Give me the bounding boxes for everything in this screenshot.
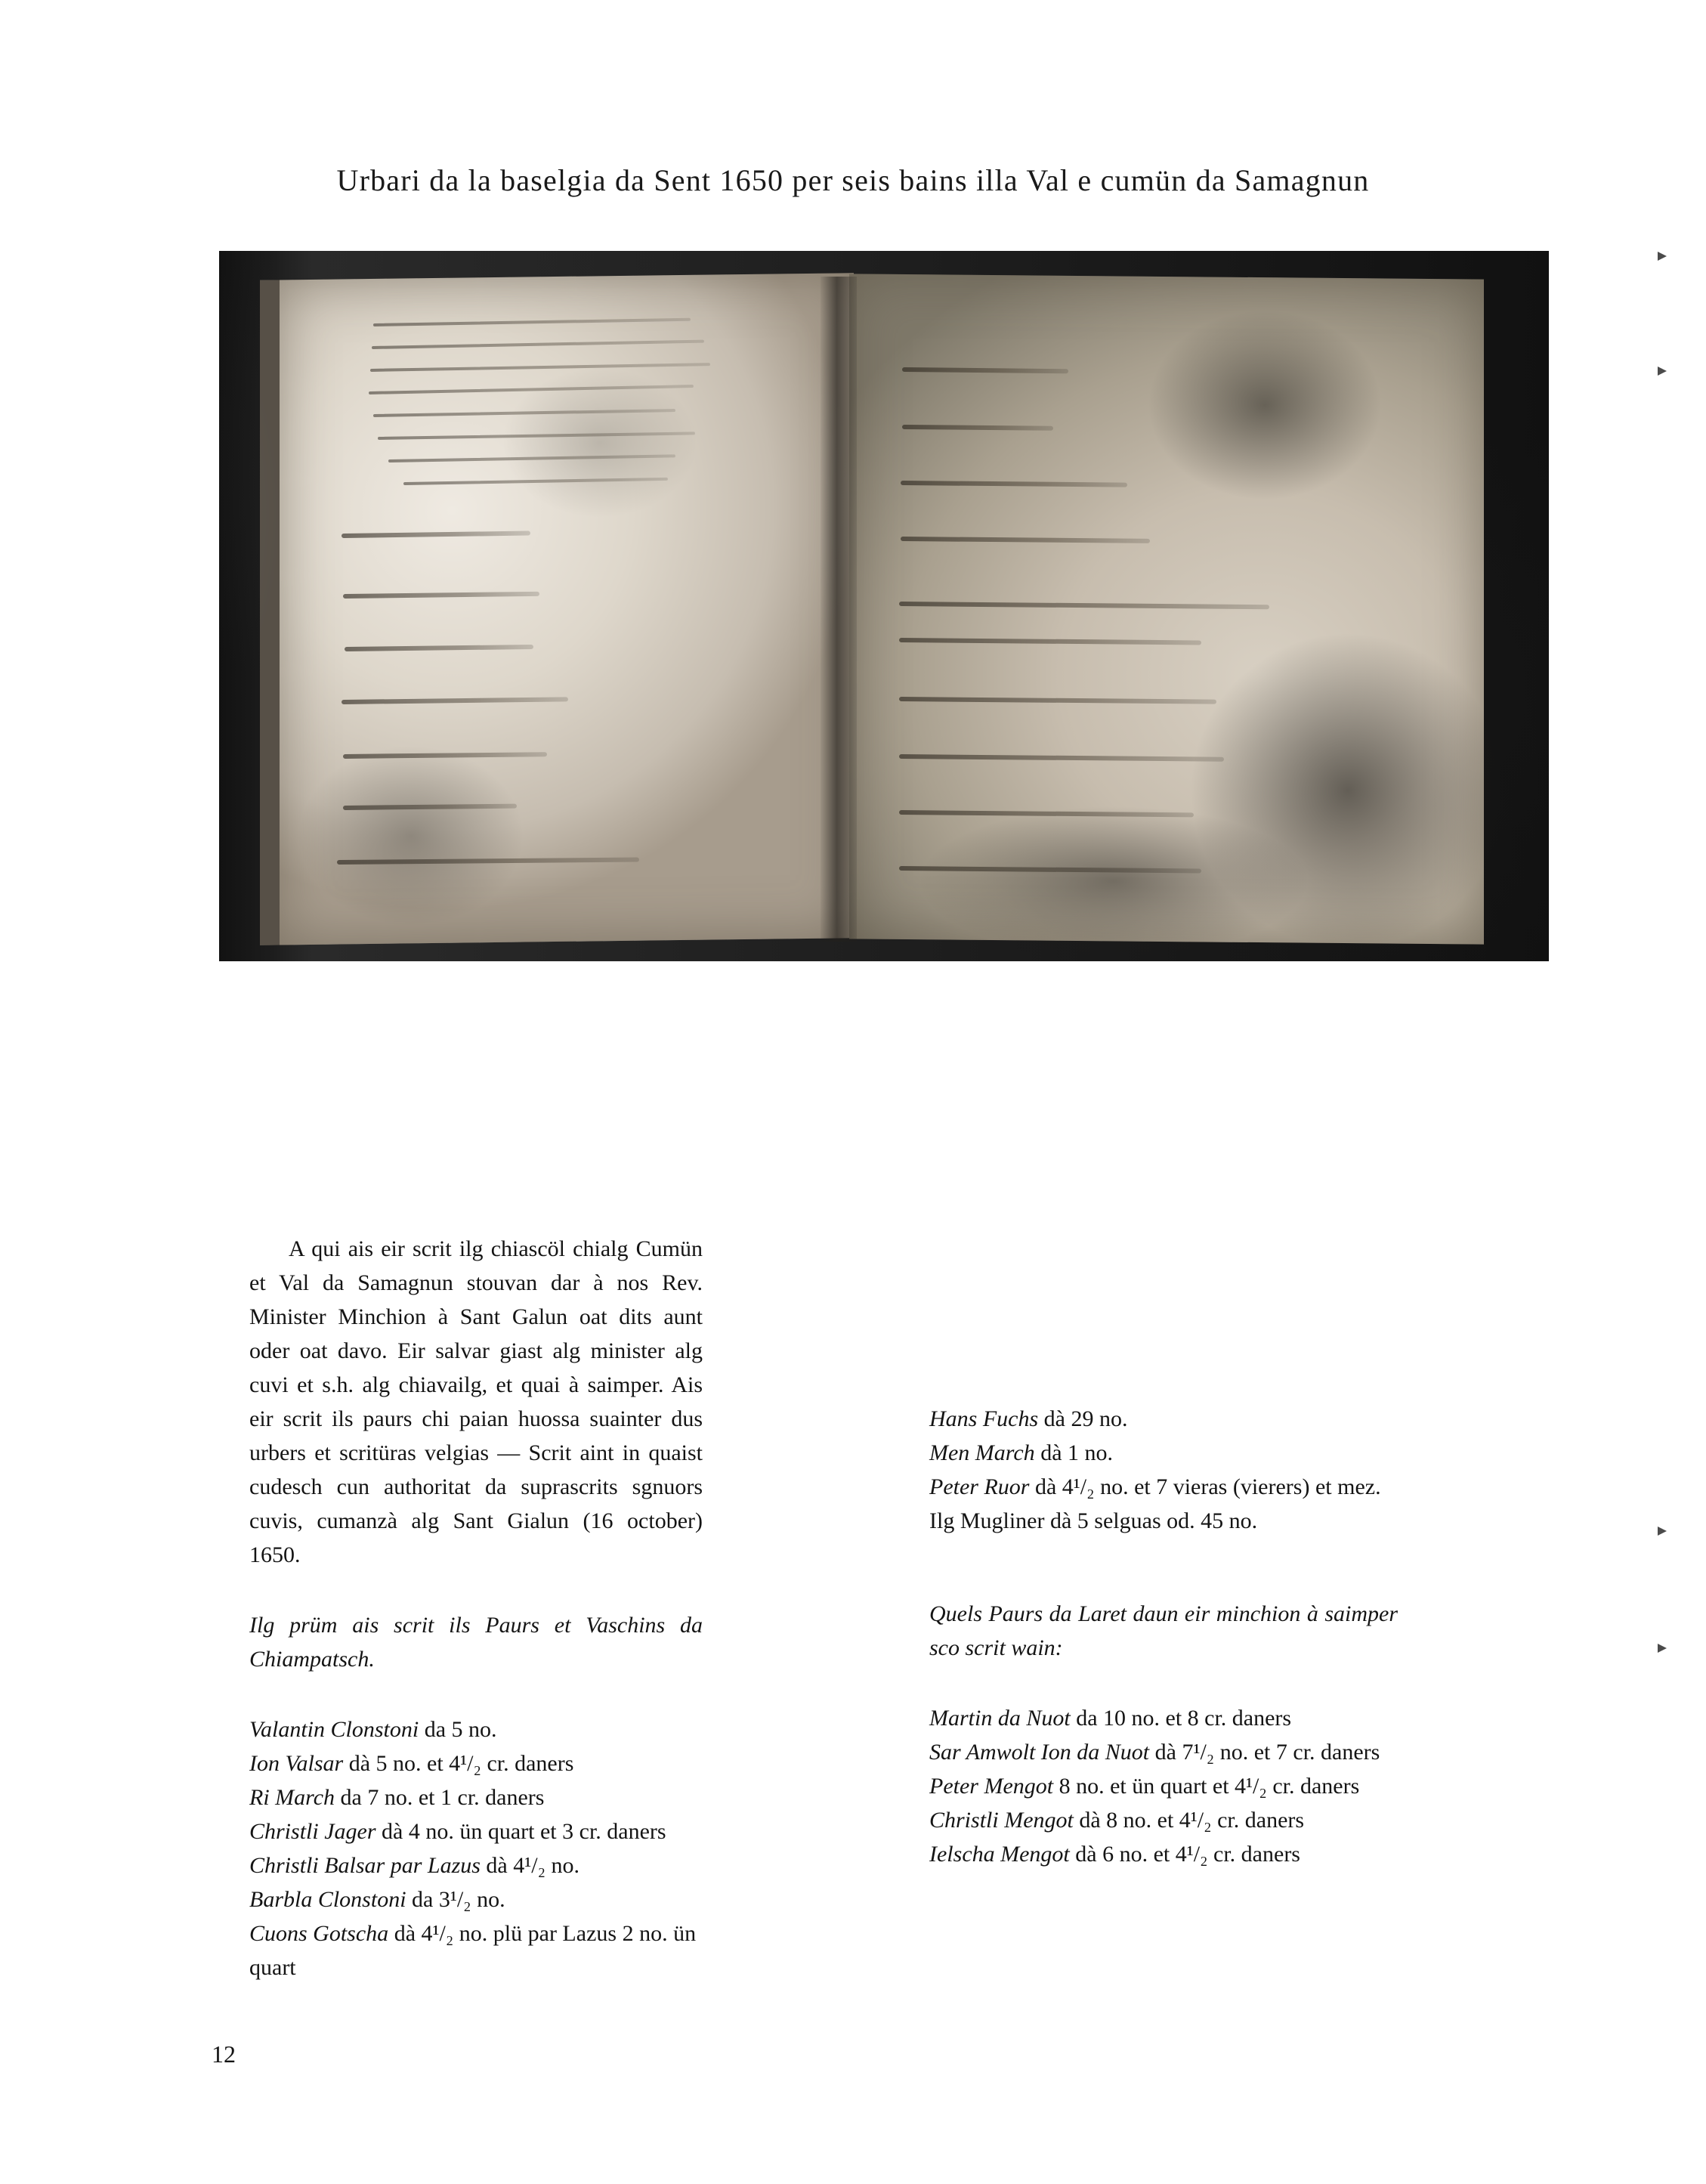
margin-mark-icon [1658,1527,1667,1536]
manuscript-photograph [219,251,1549,961]
entry-value: dà 29 no. [1043,1406,1128,1431]
right-text-column [929,1402,1398,1871]
entry-name: Hans Fuchs [929,1406,1039,1431]
list-item [249,1712,703,1746]
list-item [929,1402,1398,1436]
margin-mark-icon [1658,1644,1667,1653]
open-book [252,277,1491,942]
entry-name: Ielscha Mengot [929,1842,1070,1867]
entry-value: dà 7¹/₂ no. et 7 cr. daners [1154,1740,1380,1765]
entry-name: Ion Valsar [249,1751,344,1776]
entry-value: dà 1 no. [1040,1440,1114,1465]
entry-name: Christli Mengot [929,1808,1074,1833]
entry-name: Martin da Nuot [929,1706,1071,1731]
list-item [929,1436,1398,1470]
list-item [249,1780,703,1814]
entry-value: dà 4¹/₂ no. [486,1853,580,1878]
book-gutter [821,277,857,942]
entry-value: dà 5 no. et 4¹/₂ cr. daners [348,1751,574,1776]
entry-name: Sar Amwolt Ion da Nuot [929,1740,1150,1765]
list-item [929,1504,1398,1538]
entry-value: da 3¹/₂ no. [412,1887,505,1912]
list-item [929,1837,1398,1871]
margin-mark-icon [1658,252,1667,261]
left-subheading: Ilg prüm ais scrit ils Paurs et Vaschins da Chiampatsch. [249,1613,703,1672]
entry-name: Cuons Gotscha [249,1921,389,1946]
entry-value: dà 4¹/₂ no. plü par Lazus 2 no. ün quart [249,1921,697,1980]
entry-name: Men March [929,1440,1035,1465]
left-text-column [249,1232,703,1984]
list-item [929,1769,1398,1803]
entry-value: dà 8 no. et 4¹/₂ cr. daners [1079,1808,1305,1833]
entry-name: Peter Ruor [929,1474,1030,1499]
entry-name: Ilg Mugliner [929,1508,1045,1533]
list-item [929,1470,1398,1504]
entry-value: da 5 no. [424,1717,497,1742]
list-item [929,1701,1398,1735]
list-item [929,1803,1398,1837]
entry-value: da 7 no. et 1 cr. daners [340,1785,545,1810]
entry-value: dà 4¹/₂ no. et 7 vieras (vierers) et mez. [1034,1474,1381,1499]
book-left-page [260,273,854,945]
margin-mark-icon [1658,367,1667,376]
entry-value: 8 no. et ün quart et 4¹/₂ cr. daners [1059,1774,1360,1799]
entry-name: Christli Balsar par Lazus [249,1853,481,1878]
page-number: 12 [212,2040,236,2068]
list-item [249,1746,703,1780]
book-right-page [849,274,1484,944]
list-item [929,1735,1398,1769]
list-item [249,1848,703,1882]
entry-value: dà 4 no. ün quart et 3 cr. daners [382,1819,666,1844]
intro-paragraph: A qui ais eir scrit ilg chiascöl chialg Cumün et Val da Samagnun stouvan dar à nos Rev. Minister Minchion à Sant Galun oat dits aunt oder oat davo. Eir salvar giast alg minister alg cuvi et s.h. alg chiavailg, et quai à saimper. Ais eir scrit ils paurs chi paian huossa suainter dus urbers et scritüras velgias — Scrit aint in quaist cudesch cun authoritat da suprascrits sgnuors cuvis, cumanzà alg Sant Gialun (16 october) 1650. [249,1236,703,1567]
entry-name: Ri March [249,1785,335,1810]
entry-value: dà 6 no. et 4¹/₂ cr. daners [1075,1842,1300,1867]
entry-name: Barbla Clonstoni [249,1887,406,1912]
entry-name: Peter Mengot [929,1774,1054,1799]
list-item [249,1814,703,1848]
entry-name: Christli Jager [249,1819,376,1844]
entry-name: Valantin Clonstoni [249,1717,419,1742]
entry-value: da 10 no. et 8 cr. daners [1076,1706,1292,1731]
list-item [249,1916,703,1984]
list-item [249,1882,703,1916]
right-subheading: Quels Paurs da Laret daun eir minchion à saimper sco scrit wain: [929,1601,1398,1660]
page-title: Urbari da la baselgia da Sent 1650 per seis bains illa Val e cumün da Samagnun [336,163,1370,197]
entry-value: dà 5 selguas od. 45 no. [1049,1508,1258,1533]
